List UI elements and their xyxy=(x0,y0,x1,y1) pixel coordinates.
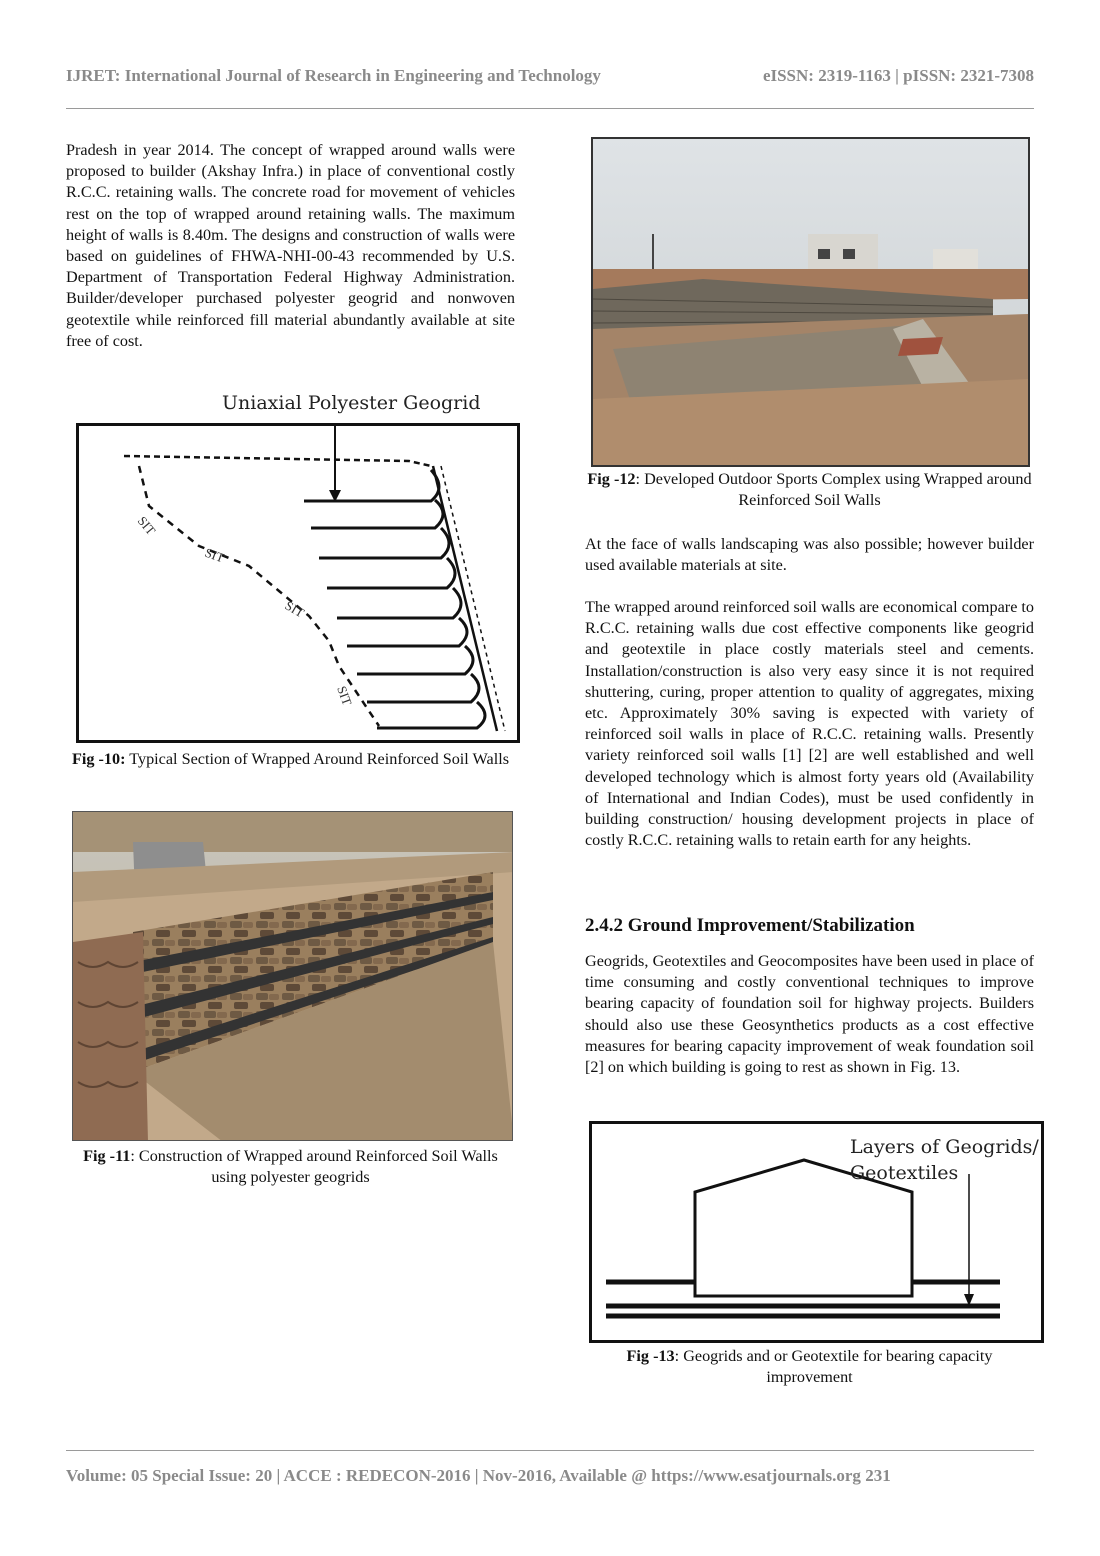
fig10-wall-section-drawing xyxy=(79,426,517,740)
intro-paragraph xyxy=(66,140,515,352)
fig13-diagram xyxy=(589,1121,1044,1343)
fig10-geogrid-label: Uniaxial Polyester Geogrid xyxy=(222,392,481,414)
fig11-construction-photo xyxy=(72,811,513,1141)
fig10-caption-number: Fig -10: xyxy=(71,750,126,768)
fig10-caption xyxy=(66,749,515,770)
landscaping-paragraph xyxy=(585,534,1034,576)
svg-text:SIT: SIT xyxy=(134,513,159,538)
fig10-caption-text: Typical Section of Wrapped Around Reinforced Soil Walls xyxy=(125,750,510,768)
fig12-caption-number: Fig -12 xyxy=(587,470,636,488)
fig11-caption-text: : Construction of Wrapped around Reinforced Soil Walls using polyester geogrids xyxy=(130,1147,498,1186)
fig11-photo-illustration xyxy=(73,812,513,1141)
fig12-sports-complex-photo xyxy=(591,137,1030,467)
fig13-caption-number: Fig -13 xyxy=(626,1347,675,1365)
journal-title: IJRET: International Journal of Research in Engineering and Technology xyxy=(66,66,601,85)
header-divider xyxy=(66,108,1034,109)
fig11-caption xyxy=(66,1146,515,1188)
fig13-label-line1: Layers of Geogrids/ xyxy=(850,1136,1039,1158)
svg-text:SIT: SIT xyxy=(282,597,307,621)
fig10-section-diagram xyxy=(76,423,520,743)
landscaping-paragraph-text: At the face of walls landscaping was also possible; however builder used available materials at site. xyxy=(585,535,1034,575)
ground-improvement-paragraph xyxy=(585,951,1034,1078)
fig13-caption xyxy=(585,1346,1034,1388)
economics-paragraph xyxy=(585,597,1034,851)
issn-numbers: eISSN: 2319-1163 | pISSN: 2321-7308 xyxy=(762,66,1034,85)
footer-text: Volume: 05 Special Issue: 20 | ACCE : REDECON-2016 | Nov-2016, Available @ https://www.esatjournals.org xyxy=(66,1466,861,1485)
fig13-layers-label xyxy=(850,1134,1039,1186)
svg-text:SIT: SIT xyxy=(202,544,227,566)
fig11-caption-number: Fig -11 xyxy=(83,1147,131,1165)
fig12-caption-text: : Developed Outdoor Sports Complex using Wrapped around Reinforced Soil Walls xyxy=(635,470,1032,509)
section-heading: 2.4.2 Ground Improvement/Stabilization xyxy=(585,915,915,936)
journal-header xyxy=(66,66,1034,86)
fig13-caption-text: : Geogrids and or Geotextile for bearing capacity improvement xyxy=(674,1347,993,1386)
ground-improvement-paragraph-text: Geogrids, Geotextiles and Geocomposites have been used in place of time consuming and costly conventional techniques to improve bearing capacity of foundation soil for highway projects. Builders should also use these Geosynthetics products as a cost effective measures for bearing capacity improvement of weak foundation soil [2] on which building is going to rest as shown in Fig. 13. xyxy=(585,952,1034,1077)
footer-divider xyxy=(66,1450,1034,1451)
page-number: 231 xyxy=(865,1466,891,1485)
page-footer xyxy=(66,1466,1034,1486)
intro-paragraph-text: Pradesh in year 2014. The concept of wrapped around walls were proposed to builder (Akshay Infra.) in place of conventional costly R.C.C. retaining walls. The concrete road for movement of vehicles rest on the top of wrapped around retaining walls. The maximum height of walls is 8.40m. The designs and construction of walls were based on guidelines of FHWA-NHI-00-43 recommended by U.S. Department of Transportation Federal Highway Administration. Builder/developer purchased polyester geogrid and nonwoven geotextile while reinforced fill material abundantly available at site free of cost. xyxy=(66,141,515,350)
economics-paragraph-text: The wrapped around reinforced soil walls are economical compare to R.C.C. retaining walls due cost effective components like geogrid and geotextile in place costly materials steel and cements. Installation/construction is also very easy since it is not required shuttering, curing, proper attention to quality of aggregates, mixing etc. Approximately 30% saving is expected with variety of reinforced soil walls in place of R.C.C. retaining walls. Presently variety reinforced soil walls [1] [2] are well established and well developed technology which is almost forty years old (Availability of International and Indian Codes), must be used confidently in building construction/ housing development projects in place of costly R.C.C. retaining walls to retain earth for any heights. xyxy=(585,598,1035,850)
fig13-label-line2: Geotextiles xyxy=(850,1162,959,1184)
fig12-photo-illustration xyxy=(593,139,1028,465)
fig12-caption xyxy=(585,469,1034,511)
svg-text:SIT: SIT xyxy=(334,683,355,708)
